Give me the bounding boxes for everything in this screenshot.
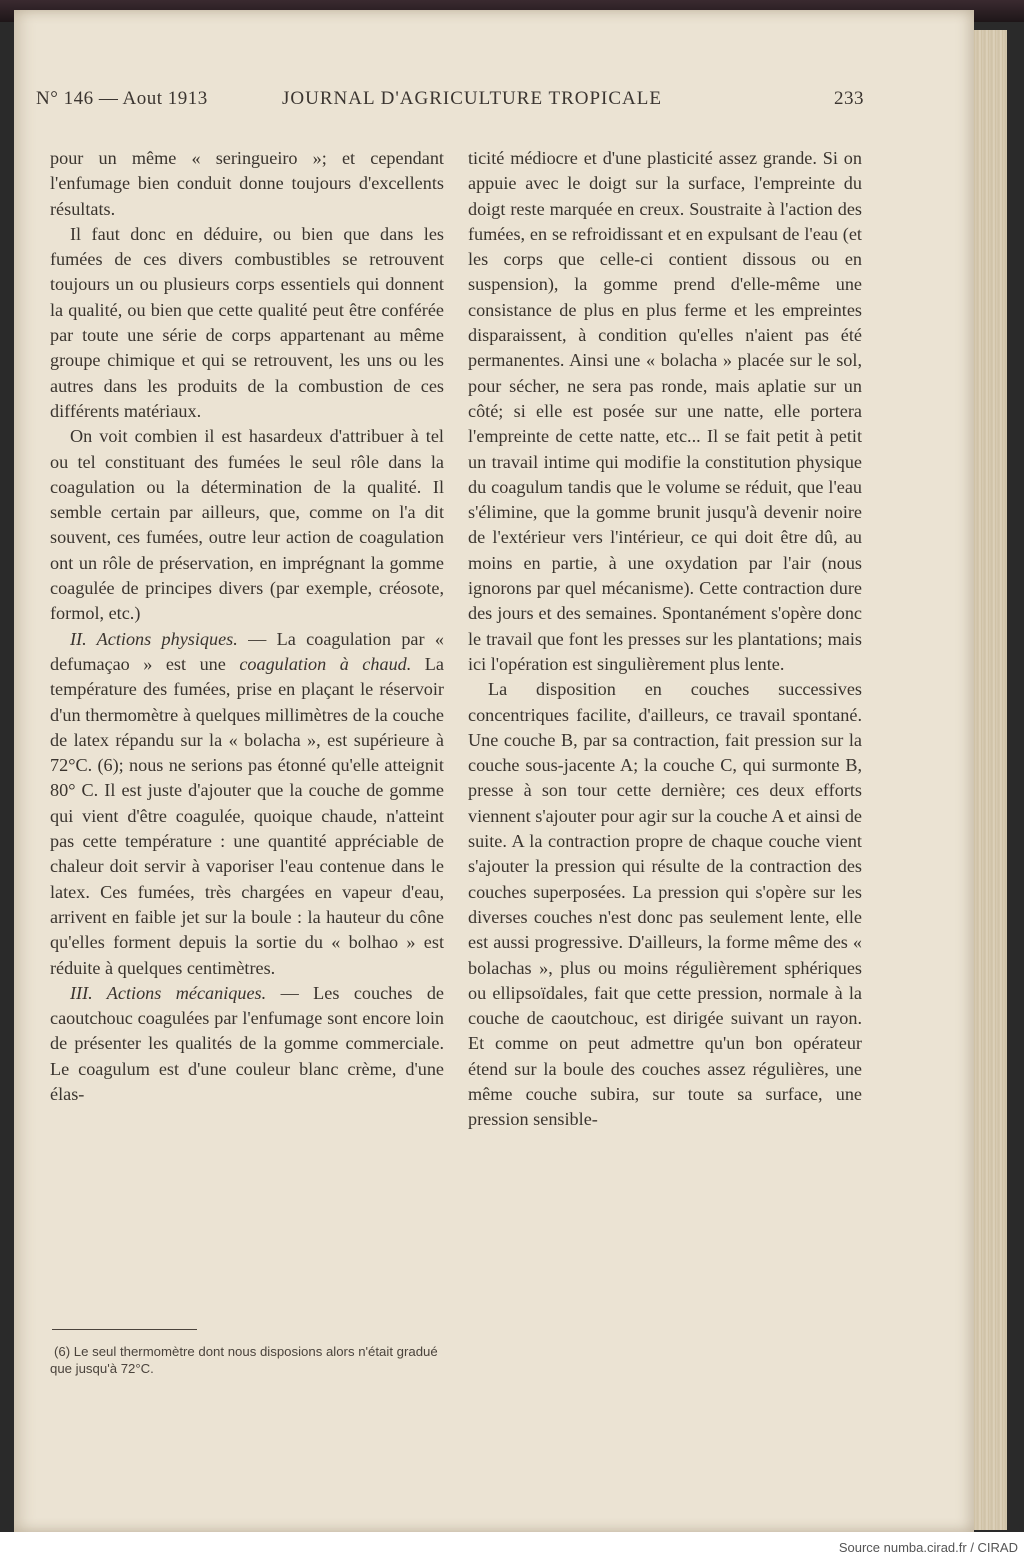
- emphasis-text: coagulation à chaud.: [239, 653, 412, 674]
- section-heading: III. Actions mécaniques.: [70, 982, 267, 1003]
- paragraph: ticité médiocre et d'une plasticité assez grande. Si on appuie avec le doigt sur la surface, l'empreinte du doigt reste marquée en creux. Soustraite à l'action des fumées, en se refroidissant et en expulsant de l'eau (et les corps que celle-ci contient dissous ou en suspension), la gomme prend d'elle-même une consistance de plus en plus ferme et les empreintes disparaissent, à condition qu'elles n'aient pas été permanentes. Ainsi une « bolacha » placée sur le sol, pour sécher, ne sera pas ronde, mais aplatie sur un côté; si elle est posée sur une natte, elle portera l'empreinte de cette natte, etc... Il se fait petit à petit un travail intime qui modifie la constitution physique du coagulum tandis que le volume se réduit, que l'eau s'élimine, que la gomme brunit jusqu'à devenir noire de l'extérieur vers l'intérieur, ce qui doit être dû, au moins en partie, à une oxydation par l'air (nous ignorons par quel mécanisme). Cette contraction dure des jours et des semaines. Spontanément s'opère donc le travail que font les presses sur les plantations; mais ici l'opération est singulièrement plus lente.: [468, 148, 862, 674]
- footnote-text: (6) Le seul thermomètre dont nous disposions alors n'était gradué que jusqu'à 72°C.: [50, 1344, 438, 1376]
- journal-title: JOURNAL D'AGRICULTURE TROPICALE: [282, 88, 662, 109]
- footnote-rule: [52, 1329, 197, 1330]
- section-heading: II. Actions physiques.: [70, 628, 238, 649]
- left-column: [50, 146, 444, 1107]
- footnote: [50, 1344, 450, 1377]
- section-physical-actions: [50, 627, 444, 981]
- journal-page: [14, 10, 974, 1532]
- page-number: 233: [834, 88, 864, 109]
- issue-date: N° 146 — Aout 1913: [36, 88, 208, 109]
- paragraph-text: — Les couches de caoutchouc coagulées par l'enfumage sont encore loin de présenter les qualités de la gomme commerciale. Le coagulum est d'une couleur blanc crème, d'une élas-: [50, 982, 444, 1104]
- paragraph: Il faut donc en déduire, ou bien que dans les fumées de ces divers combustibles se retrouvent toujours un ou plusieurs corps essentiels qui donnent la qualité, ou bien que cette qualité peut être conférée par toute une série de corps appartenant au même groupe chimique et qui se retrouvent, les uns ou les autres dans les produits de la combustion de ces différents matériaux.: [50, 223, 444, 421]
- running-header: [36, 88, 864, 118]
- paragraph-text: La température des fumées, prise en plaçant le réservoir d'un thermomètre à quelques millimètres de la couche de latex répandu sur la « bolacha », est supérieure à 72°C. (6); nous ne serions pas étonné qu'elle atteignit 80° C. Il est juste d'ajouter que la couche de gomme qui vient d'être coagulée, quoique chaude, n'atteint pas cette température : une quantité appréciable de chaleur doit servir à vaporiser l'eau contenue dans le latex. Ces fumées, très chargées en vapeur d'eau, arrivent en faible jet sur la boule : la hauteur du cône qu'elles forment depuis la sortie du « bolhao » est réduite à quelques centimètres.: [50, 653, 444, 978]
- paragraph: On voit combien il est hasardeux d'attribuer à tel ou tel constituant des fumées le seul rôle dans la coagulation ou la détermination de la qualité. Il semble certain par ailleurs, que, comme on l'a dit souvent, ces fumées, outre leur action de coagulation ont un rôle de préservation, en imprégnant la gomme coagulée de principes divers (par exemple, créosote, formol, etc.): [50, 426, 444, 624]
- right-column: [468, 146, 862, 1133]
- paragraph: La disposition en couches successives concentriques facilite, d'ailleurs, ce travail spontané. Une couche B, par sa contraction, fait pression sur la couche sous-jacente A; la couche C, qui surmonte B, presse à son tour cette dernière; ces deux efforts viennent s'ajouter pour agir sur la couche A et ainsi de suite. A la contraction propre de chaque couche vient s'ajouter la pression qui résulte de la contraction des couches superposées. La pression qui s'opère sur les diverses couches n'est donc pas seulement lente, elle est aussi progressive. D'ailleurs, la forme même des « bolachas », plus ou moins régulièrement sphériques ou ellipsoïdales, fait que cette pression, normale à la couche de caoutchouc, est dirigée suivant un rayon. Et comme on peut admettre qu'un bon opérateur étend sur la boule des couches assez régulières, une même couche subira, sur toute sa surface, une pression sensible-: [468, 679, 862, 1130]
- source-credit: Source numba.cirad.fr / CIRAD: [838, 1540, 1018, 1555]
- section-mechanical-actions: [50, 981, 444, 1107]
- paragraph: pour un même « seringueiro »; et cependant l'enfumage bien conduit donne toujours d'excellents résultats.: [50, 148, 444, 219]
- paragraph-text: — La coagulation par « defumaçao » est une: [50, 628, 444, 674]
